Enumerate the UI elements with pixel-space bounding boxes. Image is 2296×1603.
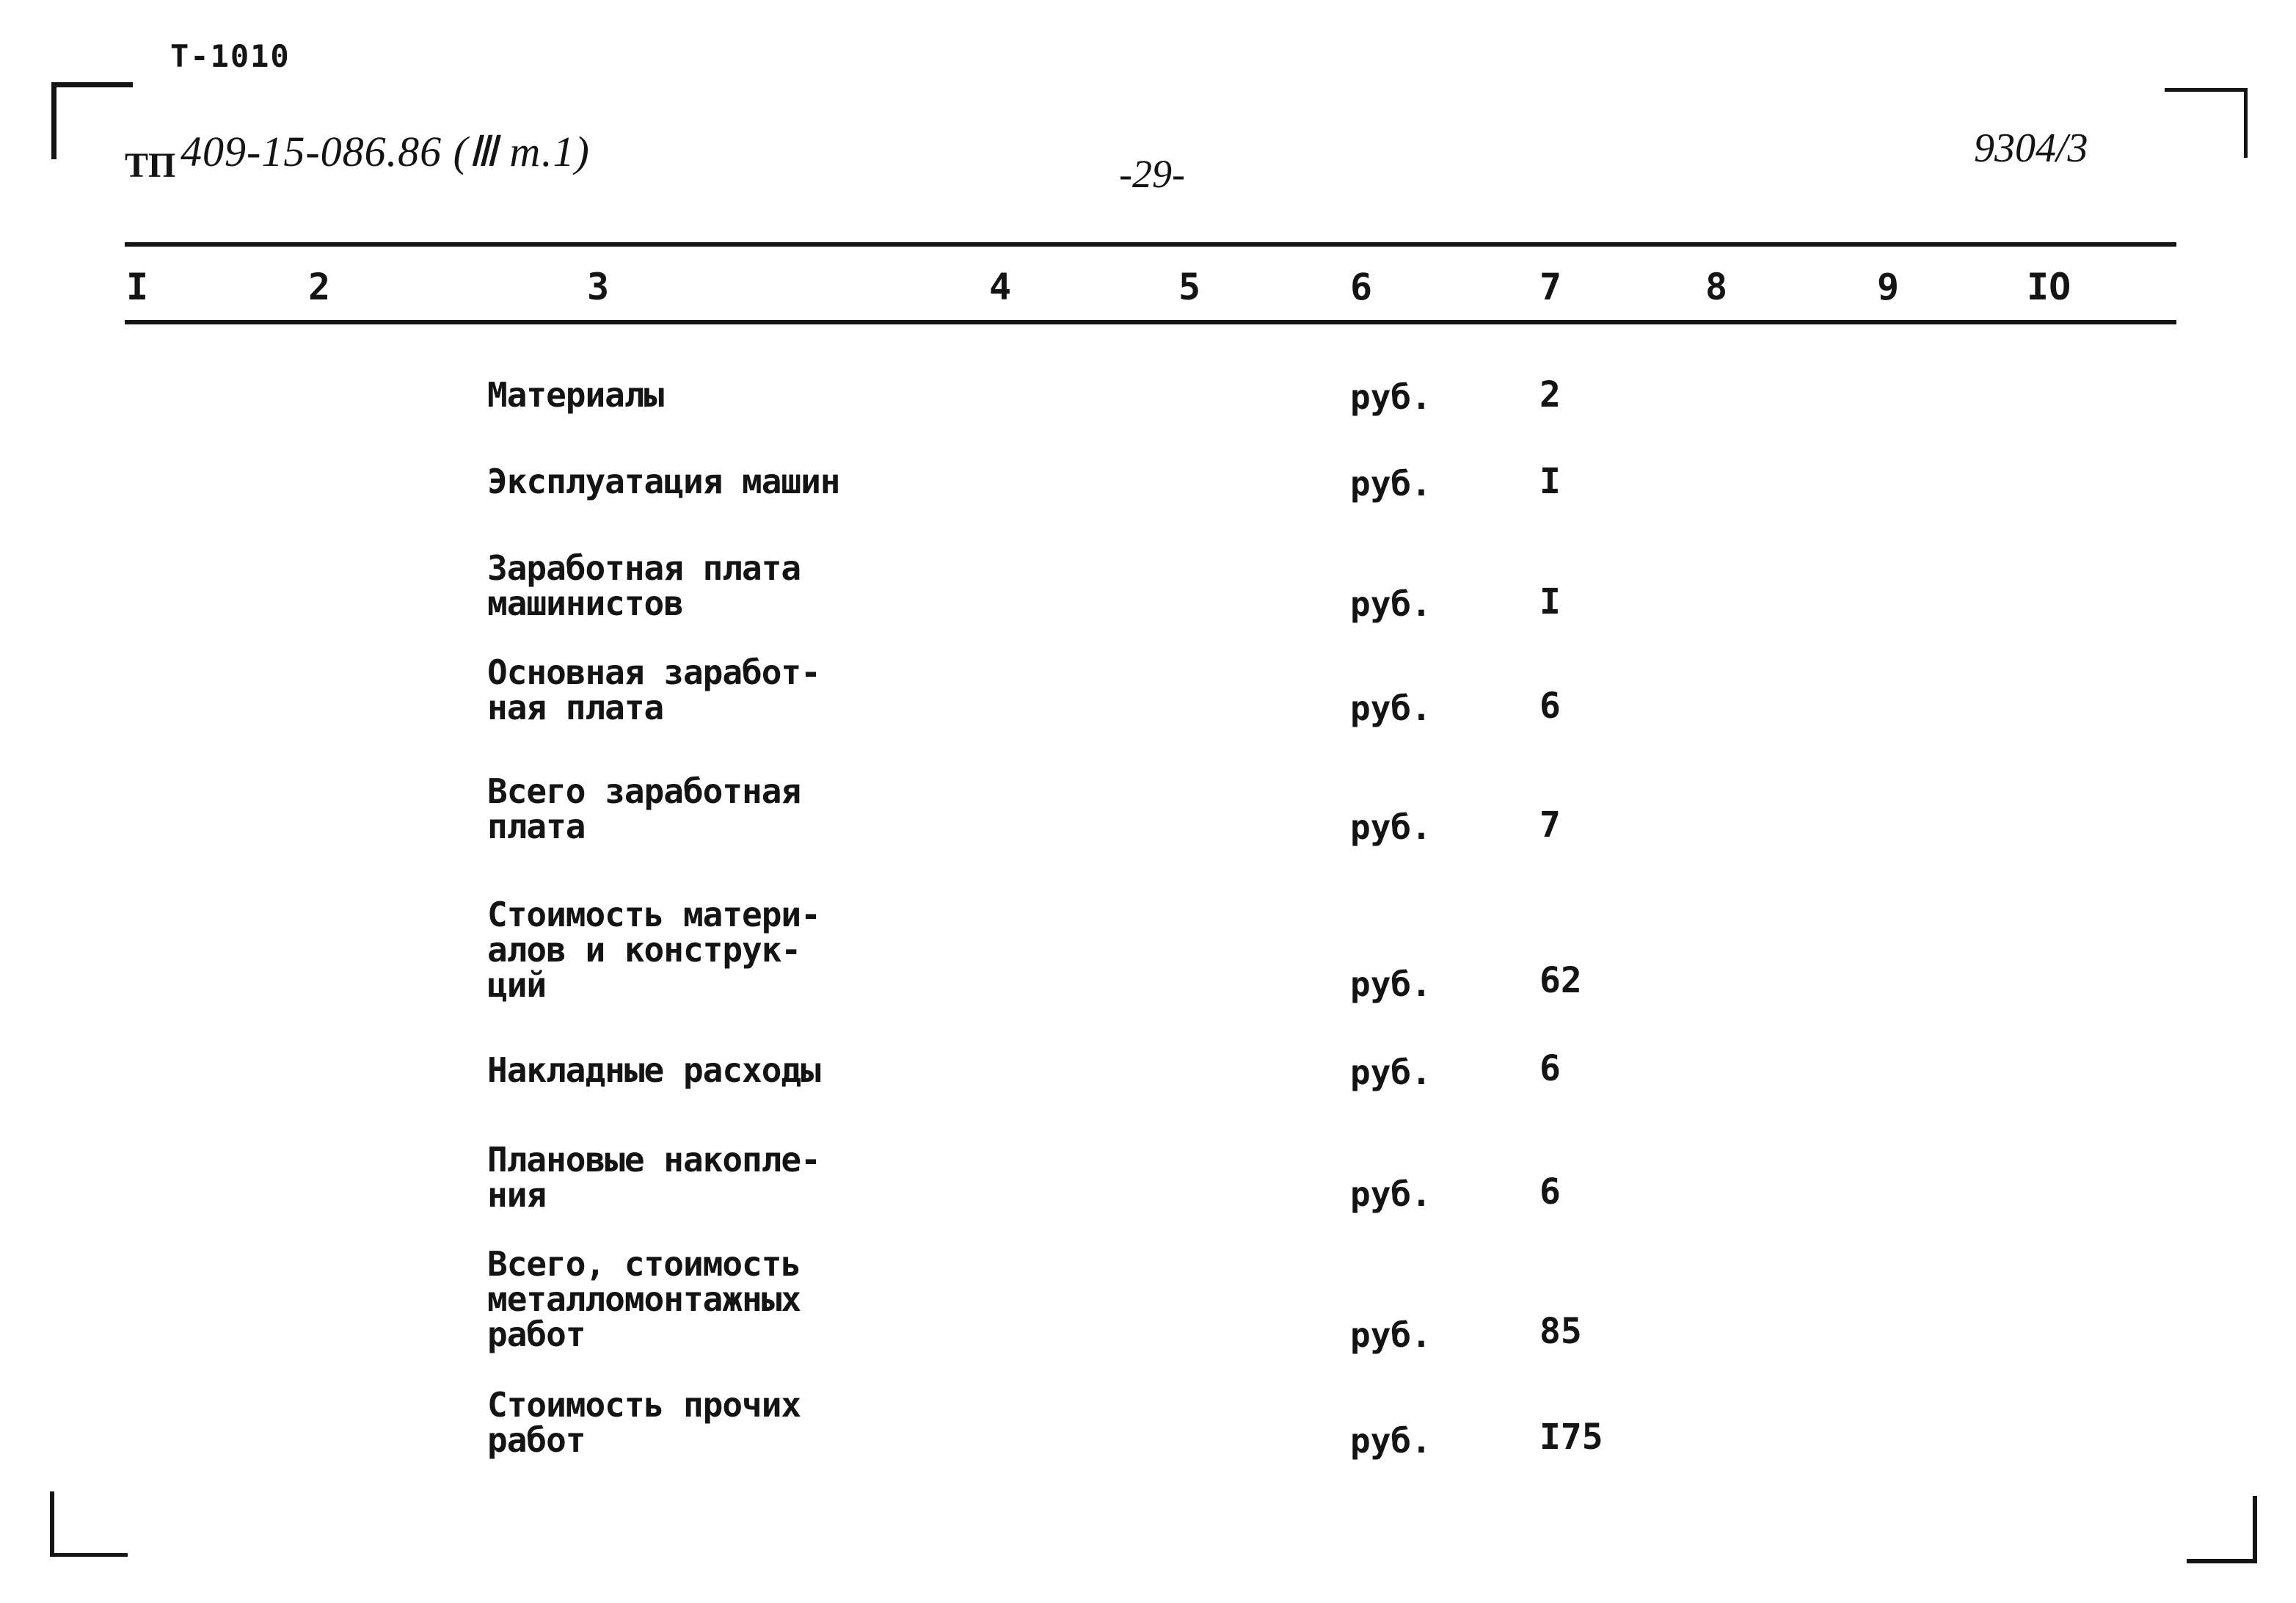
table-row-name: Заработная плата машинистов [487,548,801,623]
table-row-name: Стоимость матери- алов и конструк- ций [487,895,820,1005]
table-row-value: I [1539,581,1561,622]
table-row-value: 62 [1539,960,1582,1001]
column-header-2: 2 [308,266,331,308]
column-header-8: 8 [1705,266,1728,308]
table-row-value: I75 [1539,1417,1603,1458]
table-row-name: Плановые накопле- ния [487,1140,820,1215]
table-row-name: Всего заработная плата [487,771,801,846]
column-header-5: 5 [1178,266,1201,308]
sheet-reference: 9304/3 [1974,126,2088,171]
table-row-value: 7 [1539,804,1561,846]
column-header-7: 7 [1539,266,1562,308]
frame-corner-bottom-right [2187,1496,2257,1563]
table-row-value: I [1539,461,1561,502]
table-row-unit: руб. [1350,1421,1432,1461]
table-row-value: 6 [1539,1048,1561,1089]
table-row-unit: руб. [1350,807,1432,847]
table-row-unit: руб. [1350,377,1432,417]
tp-number: 409-15-086.86 (Ⅲ т.1) [181,128,590,175]
table-row-unit: руб. [1350,584,1432,624]
table-row-unit: руб. [1350,464,1432,504]
table-row-name: Всего, стоимость металломонтажных работ [487,1244,801,1354]
table-row-unit: руб. [1350,964,1432,1004]
table-row-name: Основная заработ- ная плата [487,653,820,727]
page-number: -29- [1119,152,1185,196]
table-row-value: 2 [1539,374,1561,415]
document-code: Т-1010 [170,38,291,74]
table-row-name: Материалы [487,375,664,415]
table-header-rule [125,320,2176,324]
table-row-value: 85 [1539,1311,1582,1352]
table-row-unit: руб. [1350,688,1432,728]
table-top-rule [125,242,2176,247]
table-row-name: Накладные расходы [487,1050,820,1090]
table-row-value: 6 [1539,686,1561,727]
table-row-name: Эксплуатация машин [487,462,840,501]
column-header-6: 6 [1350,266,1373,308]
table-row-name: Стоимость прочих работ [487,1385,801,1460]
column-header-1: I [126,266,149,308]
column-header-3: 3 [587,266,610,308]
frame-corner-top-left [51,82,133,159]
table-row-unit: руб. [1350,1174,1432,1214]
frame-corner-bottom-left [50,1491,128,1557]
column-header-10: IO [2027,266,2071,308]
frame-corner-top-right [2165,88,2248,158]
tp-label: ТП [125,146,176,185]
column-header-9: 9 [1877,266,1900,308]
table-row-value: 6 [1539,1171,1561,1213]
column-header-4: 4 [989,266,1012,308]
table-row-unit: руб. [1350,1315,1432,1355]
table-row-unit: руб. [1350,1053,1432,1092]
